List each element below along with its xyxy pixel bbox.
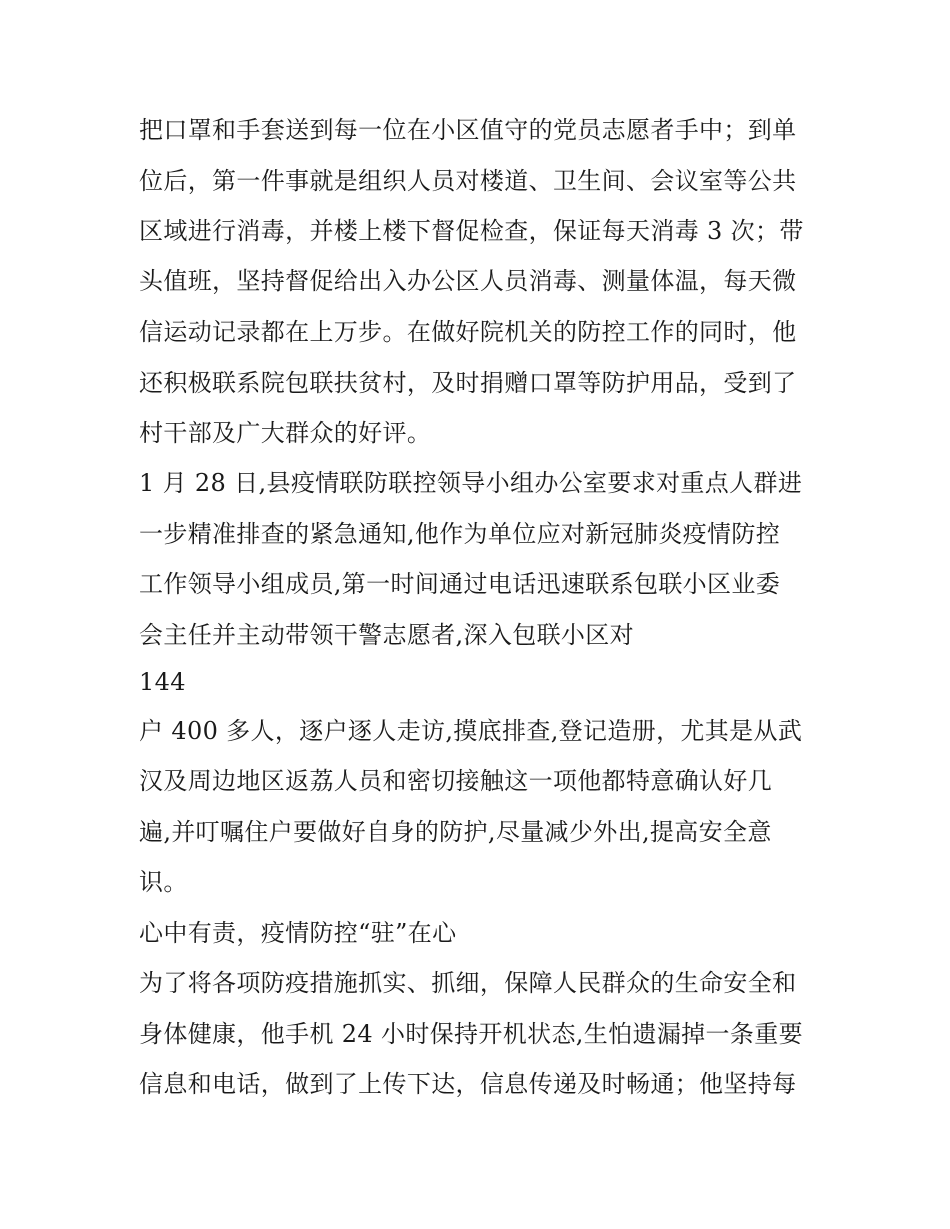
text-line: 1 月 28 日,县疫情联防联控领导小组办公室要求对重点人群进: [139, 469, 803, 497]
text-line: 信运动记录都在上万步。在做好院机关的防控工作的同时，他: [139, 318, 797, 346]
text-line: 身体健康，他手机 24 小时保持开机状态,生怕遗漏掉一条重要: [139, 1020, 803, 1048]
text-line: 工作领导小组成员,第一时间通过电话迅速联系包联小区业委: [139, 570, 781, 598]
text-line: 区域进行消毒，并楼上楼下督促检查，保证每天消毒 3 次；带: [139, 217, 804, 245]
text-line: 信息和电话，做到了上传下达，信息传递及时畅通；他坚持每: [139, 1070, 797, 1098]
text-line: 头值班，坚持督促给出入办公区人员消毒、测量体温，每天微: [139, 267, 797, 295]
text-line: 还积极联系院包联扶贫村，及时捐赠口罩等防护用品，受到了: [139, 369, 797, 397]
text-line: 位后，第一件事就是组织人员对楼道、卫生间、会议室等公共: [139, 167, 797, 195]
text-line: 汉及周边地区返荔人员和密切接触这一项他都特意确认好几: [139, 767, 773, 795]
text-line: 户 400 多人，逐户逐人走访,摸底排查,登记造册，尤其是从武: [139, 717, 803, 745]
text-line: 一步精准排查的紧急通知,他作为单位应对新冠肺炎疫情防控: [139, 520, 781, 548]
text-line: 为了将各项防疫措施抓实、抓细，保障人民群众的生命安全和: [139, 969, 797, 997]
text-line: 遍,并叮嘱住户要做好自身的防护,尽量减少外出,提高安全意: [139, 818, 772, 846]
text-line: 把口罩和手套送到每一位在小区值守的党员志愿者手中；到单: [139, 116, 797, 144]
page-number: 144: [139, 668, 186, 696]
text-line: 识。: [139, 868, 188, 896]
text-line: 会主任并主动带领干警志愿者,深入包联小区对: [139, 621, 634, 649]
text-line: 村干部及广大群众的好评。: [139, 419, 432, 447]
section-heading: 心中有责，疫情防控“驻”在心: [139, 919, 457, 947]
